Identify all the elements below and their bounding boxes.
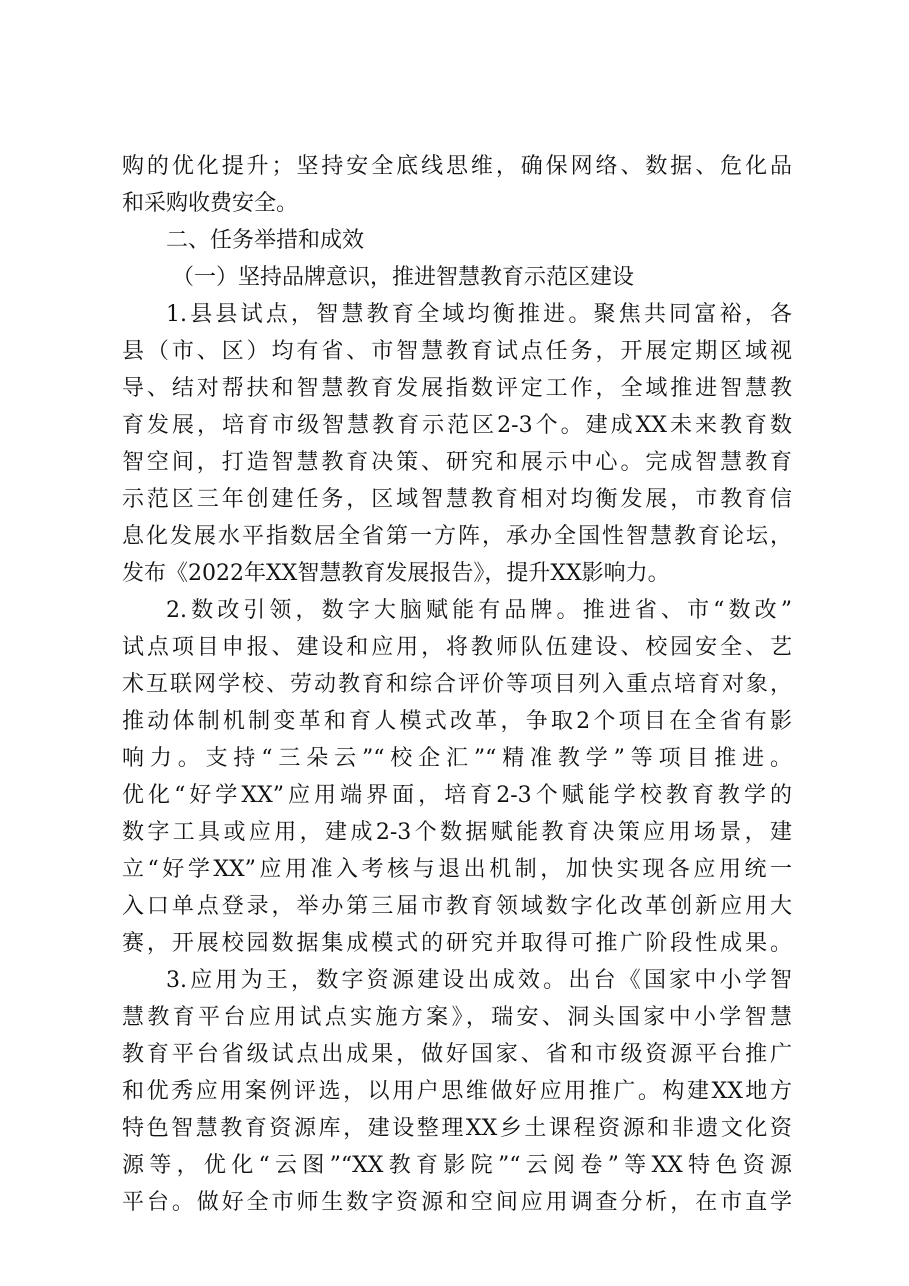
text-line: 育发展，培育市级智慧教育示范区2-3个。建成XX未来教育数 [122, 413, 792, 438]
text-line: 发布《2022年XX智慧教育发展报告》，提升XX影响力。 [122, 561, 670, 586]
text-line: 术互联网学校、劳动教育和综合评价等项目列入重点培育对象， [122, 672, 792, 697]
text-line: 示范区三年创建任务，区域智慧教育相对均衡发展，市教育信 [122, 487, 792, 512]
text-line: 平台。做好全市师生数字资源和空间应用调查分析，在市直学 [122, 1190, 792, 1215]
text-line: 立“好学XX”应用准入考核与退出机制，加快实现各应用统一 [122, 857, 792, 882]
paragraph-start: 1.县县试点，智慧教育全域均衡推进。聚焦共同富裕，各 [166, 302, 792, 327]
text-line: 试点项目申报、建设和应用，将教师队伍建设、校园安全、艺 [122, 635, 792, 660]
text-line: 推动体制机制变革和育人模式改革，争取2个项目在全省有影 [122, 709, 792, 734]
text-line: 特色智慧教育资源库，建设整理XX乡土课程资源和非遗文化资 [122, 1116, 792, 1141]
text-line: 响力。支持“三朵云”“校企汇”“精准教学”等项目推进。 [122, 746, 792, 771]
text-line: 教育平台省级试点出成果，做好国家、省和市级资源平台推广 [122, 1042, 792, 1067]
text-line: 赛，开展校园数据集成模式的研究并取得可推广阶段性成果。 [122, 931, 792, 956]
text-line: 入口单点登录，举办第三届市教育领域数字化改革创新应用大 [122, 894, 792, 919]
text-line: 智空间，打造智慧教育决策、研究和展示中心。完成智慧教育 [122, 450, 792, 475]
text-line: 优化“好学XX”应用端界面，培育2-3个赋能学校教育教学的 [122, 783, 792, 808]
text-line: 和采购收费安全。 [122, 191, 299, 216]
paragraph-start: 3.应用为王，数字资源建设出成效。出台《国家中小学智 [166, 968, 792, 993]
subsection-heading: （一）坚持品牌意识，推进智慧教育示范区建设 [172, 265, 635, 290]
text-line: 县（市、区）均有省、市智慧教育试点任务，开展定期区域视 [122, 339, 792, 364]
text-line: 息化发展水平指数居全省第一方阵，承办全国性智慧教育论坛， [122, 524, 792, 549]
text-line: 源等，优化“云图”“XX教育影院”“云阅卷”等XX特色资源 [122, 1153, 792, 1178]
paragraph-start: 2.数改引领，数字大脑赋能有品牌。推进省、市“数改” [166, 598, 792, 623]
section-heading: 二、任务举措和成效 [166, 228, 365, 253]
text-line: 购的优化提升；坚持安全底线思维，确保网络、数据、危化品 [122, 154, 792, 179]
document-page [122, 148, 792, 1221]
text-line: 慧教育平台应用试点实施方案》，瑞安、洞头国家中小学智慧 [122, 1005, 792, 1030]
text-line: 导、结对帮扶和智慧教育发展指数评定工作，全域推进智慧教 [122, 376, 792, 401]
text-line: 数字工具或应用，建成2-3个数据赋能教育决策应用场景，建 [122, 820, 792, 845]
text-line: 和优秀应用案例评选，以用户思维做好应用推广。构建XX地方 [122, 1079, 792, 1104]
